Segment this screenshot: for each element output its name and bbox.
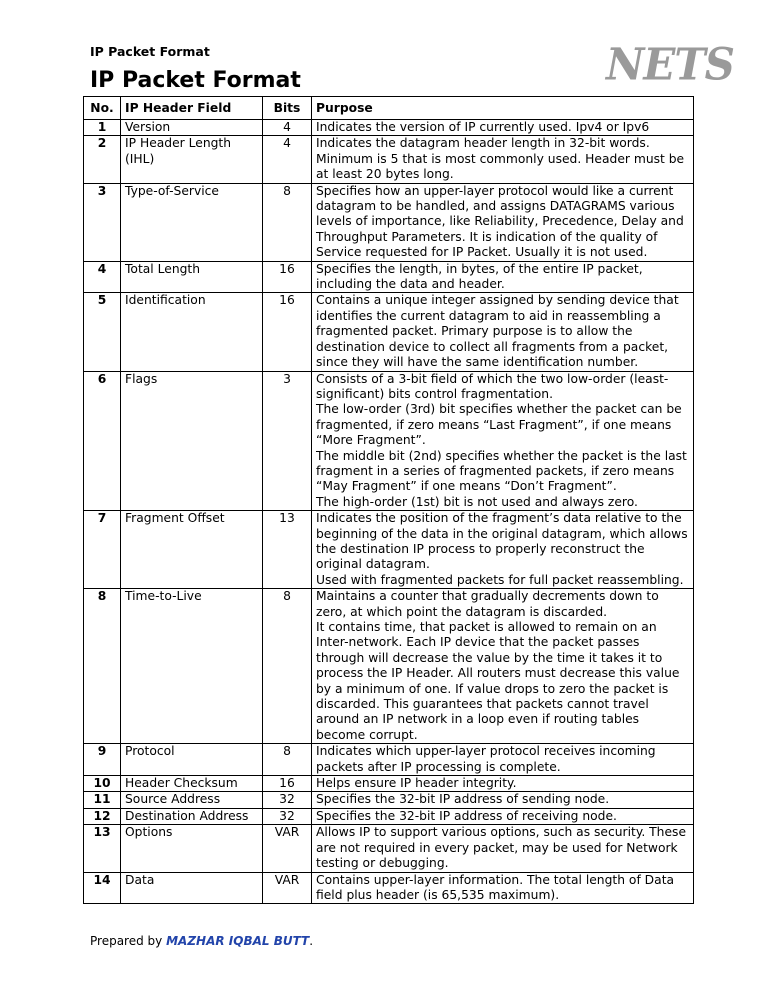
row-field: Total Length [121,261,263,293]
column-header-purpose: Purpose [312,97,694,120]
purpose-paragraph: The high-order (1st) bit is not used and always zero. [316,494,638,509]
table-row [84,808,694,824]
row-purpose [312,872,694,904]
row-number: 2 [84,136,121,183]
row-bits: 16 [263,293,312,371]
footer-suffix: . [309,934,314,948]
purpose-paragraph: Used with fragmented packets for full packet reassembling. [316,572,684,587]
table-row [84,792,694,808]
row-number: 12 [84,808,121,824]
row-number: 14 [84,872,121,904]
table-row [84,371,694,511]
purpose-paragraph: Specifies how an upper-layer protocol would like a current datagram to be handled, and assigns DATAGRAMS various levels of importance, like Reliability, Precedence, Delay and Throughput Parameters. It is indication of the quality of Service requested for IP Packet. Usually it is not used. [316,183,684,260]
ip-header-table [83,96,694,904]
table-row [84,872,694,904]
row-field: Fragment Offset [121,511,263,589]
row-purpose [312,825,694,872]
row-field: IP Header Length (IHL) [121,136,263,183]
row-purpose [312,183,694,261]
row-bits: 32 [263,792,312,808]
table-row [84,293,694,371]
purpose-paragraph: Contains upper-layer information. The total length of Data field plus header (is 65,535 maximum). [316,872,675,902]
row-bits: 8 [263,744,312,776]
purpose-paragraph: Helps ensure IP header integrity. [316,776,517,791]
table-row [84,825,694,872]
row-purpose [312,589,694,744]
table-header-row [84,97,694,120]
footer-prefix: Prepared by [90,934,163,948]
row-number: 8 [84,589,121,744]
table-row [84,589,694,744]
row-field: Time-to-Live [121,589,263,744]
page-title: IP Packet Format [90,68,301,93]
purpose-paragraph: The low-order (3rd) bit specifies whether the packet can be fragmented, if zero means “Last Fragment”, if one means “More Fragment”. [316,402,682,448]
table-row [84,261,694,293]
table-row [84,776,694,792]
row-purpose [312,776,694,792]
row-purpose [312,808,694,824]
row-bits: 8 [263,183,312,261]
row-bits: 32 [263,808,312,824]
column-header-no: No. [84,97,121,120]
purpose-paragraph: Specifies the 32-bit IP address of receiving node. [316,808,617,823]
row-bits: VAR [263,872,312,904]
purpose-paragraph: Specifies the 32-bit IP address of sending node. [316,792,610,807]
row-field: Destination Address [121,808,263,824]
row-bits: 16 [263,776,312,792]
row-field: Identification [121,293,263,371]
purpose-paragraph: It contains time, that packet is allowed to remain on an Inter-network. Each IP device that the packet passes through will decrease the value by the time it takes it to process the IP Header. All routers must decrease this value by a minimum of one. If value drops to zero the packet is discarded. This guarantees that packets cannot travel around an IP network in a loop even if routing tables become corrupt. [316,620,680,742]
row-number: 10 [84,776,121,792]
row-bits: 13 [263,511,312,589]
purpose-paragraph: The middle bit (2nd) specifies whether the packet is the last fragment in a series of fragmented packets, if zero means “May Fragment” if one means “Don’t Fragment”. [316,448,687,494]
footer-author: MAZHAR IQBAL BUTT [166,934,310,948]
purpose-paragraph: Maintains a counter that gradually decrements down to zero, at which point the datagram is discarded. [316,589,659,619]
row-field: Protocol [121,744,263,776]
row-purpose [312,371,694,511]
row-purpose [312,744,694,776]
row-bits: VAR [263,825,312,872]
row-number: 1 [84,120,121,136]
purpose-paragraph: Indicates which upper-layer protocol receives incoming packets after IP processing is complete. [316,744,656,774]
nets-logo: NETS [606,38,734,91]
row-purpose [312,261,694,293]
row-bits: 4 [263,136,312,183]
row-field: Header Checksum [121,776,263,792]
row-bits: 8 [263,589,312,744]
purpose-paragraph: Indicates the version of IP currently used. Ipv4 or Ipv6 [316,120,650,134]
row-number: 9 [84,744,121,776]
row-bits: 16 [263,261,312,293]
row-field: Version [121,120,263,136]
row-number: 3 [84,183,121,261]
row-field: Type-of-Service [121,183,263,261]
row-number: 11 [84,792,121,808]
row-field: Flags [121,371,263,511]
running-header: IP Packet Format [90,44,210,59]
row-purpose [312,136,694,183]
row-field: Source Address [121,792,263,808]
table-row [84,136,694,183]
table-row [84,511,694,589]
row-number: 6 [84,371,121,511]
row-purpose [312,511,694,589]
table-row [84,744,694,776]
column-header-bits: Bits [263,97,312,120]
footer [90,934,313,948]
row-bits: 3 [263,371,312,511]
purpose-paragraph: Consists of a 3-bit field of which the two low-order (least-significant) bits control fragmentation. [316,371,669,401]
row-purpose [312,293,694,371]
row-number: 4 [84,261,121,293]
purpose-paragraph: Contains a unique integer assigned by sending device that identifies the current datagram to aid in reassembling a fragmented packet. Primary purpose is to allow the destination device to collect all fragments from a packet, since they will have the same identification number. [316,293,679,370]
table-row [84,183,694,261]
purpose-paragraph: Indicates the datagram header length in 32-bit words. Minimum is 5 that is most commonly used. Header must be at least 20 bytes long. [316,136,685,182]
column-header-field: IP Header Field [121,97,263,120]
row-purpose [312,120,694,136]
purpose-paragraph: Allows IP to support various options, such as security. These are not required in every packet, may be used for Network testing or debugging. [316,825,687,871]
row-number: 7 [84,511,121,589]
row-number: 13 [84,825,121,872]
row-bits: 4 [263,120,312,136]
table-row [84,120,694,136]
purpose-paragraph: Indicates the position of the fragment’s data relative to the beginning of the data in the original datagram, which allows the destination IP process to properly reconstruct the original datagram. [316,511,688,572]
row-number: 5 [84,293,121,371]
purpose-paragraph: Specifies the length, in bytes, of the entire IP packet, including the data and header. [316,261,643,292]
row-purpose [312,792,694,808]
row-field: Options [121,825,263,872]
row-field: Data [121,872,263,904]
